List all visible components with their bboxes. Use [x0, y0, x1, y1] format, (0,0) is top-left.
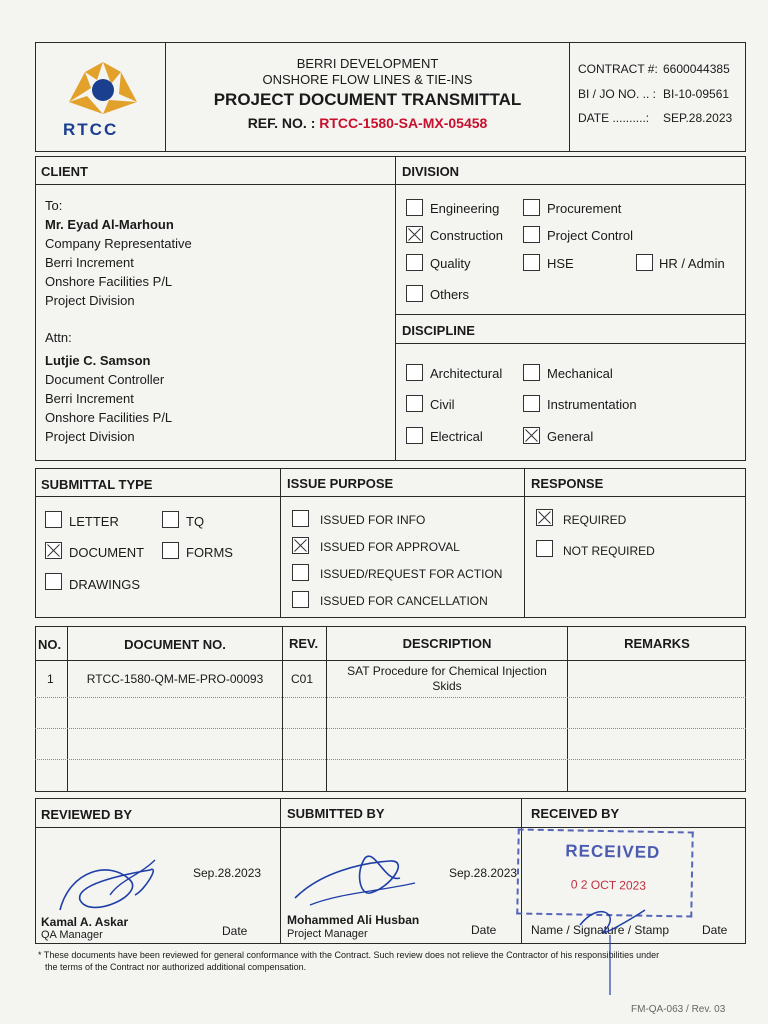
client-heading: CLIENT	[41, 164, 88, 179]
response-label: REQUIRED	[563, 513, 627, 527]
discipline-label: General	[547, 429, 594, 444]
received-heading: RECEIVED BY	[531, 806, 620, 821]
to-line: Project Division	[45, 293, 135, 308]
date-label: DATE ..........:	[578, 111, 650, 125]
submitted-heading: SUBMITTED BY	[287, 806, 385, 821]
submittal-label: DOCUMENT	[69, 545, 145, 560]
reviewed-title: QA Manager	[41, 929, 103, 941]
table-row-rev: C01	[291, 672, 314, 686]
table-row-doc: RTCC-1580-QM-ME-PRO-00093	[86, 672, 264, 686]
division-label: Procurement	[547, 201, 622, 216]
ref-row	[166, 115, 569, 131]
division-checkbox[interactable]	[523, 254, 540, 271]
logo-text: RTCC	[63, 120, 119, 139]
client-address	[45, 196, 192, 446]
division-label: Project Control	[547, 228, 633, 243]
division-label: Engineering	[430, 201, 500, 216]
discipline-checkbox[interactable]	[523, 427, 540, 444]
attn-label: Attn:	[45, 330, 72, 345]
header-line2: ONSHORE FLOW LINES & TIE-INS	[262, 72, 473, 87]
issue-checkbox[interactable]	[292, 510, 309, 527]
received-date-label: Date	[702, 923, 728, 937]
stamp-title: RECEIVED	[565, 841, 661, 862]
to-name: Mr. Eyad Al-Marhoun	[45, 217, 174, 232]
discipline-checkbox[interactable]	[406, 427, 423, 444]
division-checkbox[interactable]	[406, 254, 423, 271]
division-checkbox[interactable]	[636, 254, 653, 271]
table-row-no: 1	[47, 672, 54, 686]
header-line1: BERRI DEVELOPMENT	[296, 56, 439, 71]
column-header-rev: REV.	[289, 636, 319, 651]
reviewed-date: Sep.28.2023	[193, 866, 262, 880]
submittal-checkbox[interactable]	[45, 573, 62, 590]
reviewed-date-label: Date	[222, 924, 248, 938]
response-heading: RESPONSE	[531, 476, 604, 491]
stamp-date: 0 2 OCT 2023	[570, 877, 647, 893]
division-label: Others	[430, 287, 470, 302]
issue-label: ISSUED FOR APPROVAL	[320, 540, 460, 554]
issue-checkbox[interactable]	[292, 591, 309, 608]
to-line: Company Representative	[45, 236, 192, 251]
column-header-no: NO.	[38, 637, 62, 652]
submittal-checkbox[interactable]	[45, 542, 62, 559]
to-label: To:	[45, 198, 63, 213]
bijo-value: BI-10-09561	[663, 87, 730, 101]
attn-line: Project Division	[45, 429, 135, 444]
discipline-checkbox[interactable]	[523, 364, 540, 381]
reviewed-heading: REVIEWED BY	[41, 807, 133, 822]
submitted-date: Sep.28.2023	[449, 866, 518, 880]
submittal-label: TQ	[186, 514, 205, 529]
issue-checkbox[interactable]	[292, 564, 309, 581]
contract-label: CONTRACT #:	[578, 62, 658, 76]
ref-label: REF. NO. :	[247, 115, 316, 131]
contract-value: 6600044385	[663, 62, 730, 76]
division-checkbox[interactable]	[406, 285, 423, 302]
form-code: FM-QA-063 / Rev. 03	[631, 1004, 726, 1015]
rtcc-logo	[55, 58, 155, 143]
division-label: Quality	[430, 256, 471, 271]
discipline-label: Architectural	[430, 366, 503, 381]
document-title: PROJECT DOCUMENT TRANSMITTAL	[213, 90, 522, 109]
discipline-heading: DISCIPLINE	[402, 323, 475, 338]
submitted-name: Mohammed Ali Husban	[287, 913, 420, 927]
issue-label: ISSUED FOR INFO	[320, 513, 426, 527]
submittal-label: FORMS	[186, 545, 233, 560]
discipline-label: Electrical	[430, 429, 483, 444]
column-header-remarks: REMARKS	[624, 636, 690, 651]
division-heading: DIVISION	[402, 164, 460, 179]
issue-checkbox[interactable]	[292, 537, 309, 554]
response-checkbox[interactable]	[536, 509, 553, 526]
discipline-checkbox[interactable]	[406, 395, 423, 412]
attn-line: Onshore Facilities P/L	[45, 410, 173, 425]
division-checkbox[interactable]	[406, 226, 423, 243]
submitted-signature-icon	[290, 843, 430, 918]
submittal-checkbox[interactable]	[162, 542, 179, 559]
ref-value: RTCC-1580-SA-MX-05458	[319, 115, 488, 131]
date-value: SEP.28.2023	[663, 111, 733, 125]
reviewed-name: Kamal A. Askar	[41, 915, 129, 929]
division-label: HSE	[547, 256, 574, 271]
division-checkbox[interactable]	[523, 199, 540, 216]
response-checkbox[interactable]	[536, 540, 553, 557]
division-label: Construction	[430, 228, 503, 243]
attn-line: Berri Increment	[45, 391, 134, 406]
disclaimer-note-line1: * These documents have been reviewed for general conformance with the Contract. Such review does not relieve the Contractor of his responsibilities under	[38, 950, 660, 960]
received-signature-icon	[560, 890, 670, 1000]
attn-name: Lutjie C. Samson	[45, 353, 151, 368]
table-row-desc: SAT Procedure for Chemical Injection Skids	[347, 664, 547, 693]
response-label: NOT REQUIRED	[563, 544, 655, 558]
submittal-label: DRAWINGS	[69, 577, 141, 592]
submitted-date-label: Date	[471, 923, 497, 937]
disclaimer-note-line2: the terms of the Contract nor authorized additional compensation.	[45, 962, 307, 972]
discipline-label: Instrumentation	[547, 397, 637, 412]
division-checkbox[interactable]	[406, 199, 423, 216]
submittal-checkbox[interactable]	[45, 511, 62, 528]
bijo-label: BI / JO NO. .. :	[578, 87, 657, 101]
to-line: Berri Increment	[45, 255, 134, 270]
submittal-label: LETTER	[69, 514, 119, 529]
issue-heading: ISSUE PURPOSE	[287, 476, 394, 491]
issue-label: ISSUED/REQUEST FOR ACTION	[320, 567, 503, 581]
discipline-label: Civil	[430, 397, 455, 412]
header-center	[166, 56, 569, 131]
issue-label: ISSUED FOR CANCELLATION	[320, 594, 488, 608]
received-caption: Name / Signature / Stamp	[531, 923, 670, 937]
submittal-heading: SUBMITTAL TYPE	[41, 477, 153, 492]
submitted-title: Project Manager	[287, 928, 368, 940]
division-label: HR / Admin	[659, 256, 725, 271]
column-header-document-no: DOCUMENT NO.	[124, 637, 226, 652]
attn-line: Document Controller	[45, 372, 165, 387]
logo-emblem-icon	[63, 58, 143, 118]
discipline-checkbox[interactable]	[406, 364, 423, 381]
column-header-description: DESCRIPTION	[402, 636, 492, 651]
submittal-checkbox[interactable]	[162, 511, 179, 528]
reviewed-signature-icon	[50, 850, 190, 930]
to-line: Onshore Facilities P/L	[45, 274, 173, 289]
discipline-checkbox[interactable]	[523, 395, 540, 412]
division-checkbox[interactable]	[523, 226, 540, 243]
discipline-label: Mechanical	[547, 366, 613, 381]
